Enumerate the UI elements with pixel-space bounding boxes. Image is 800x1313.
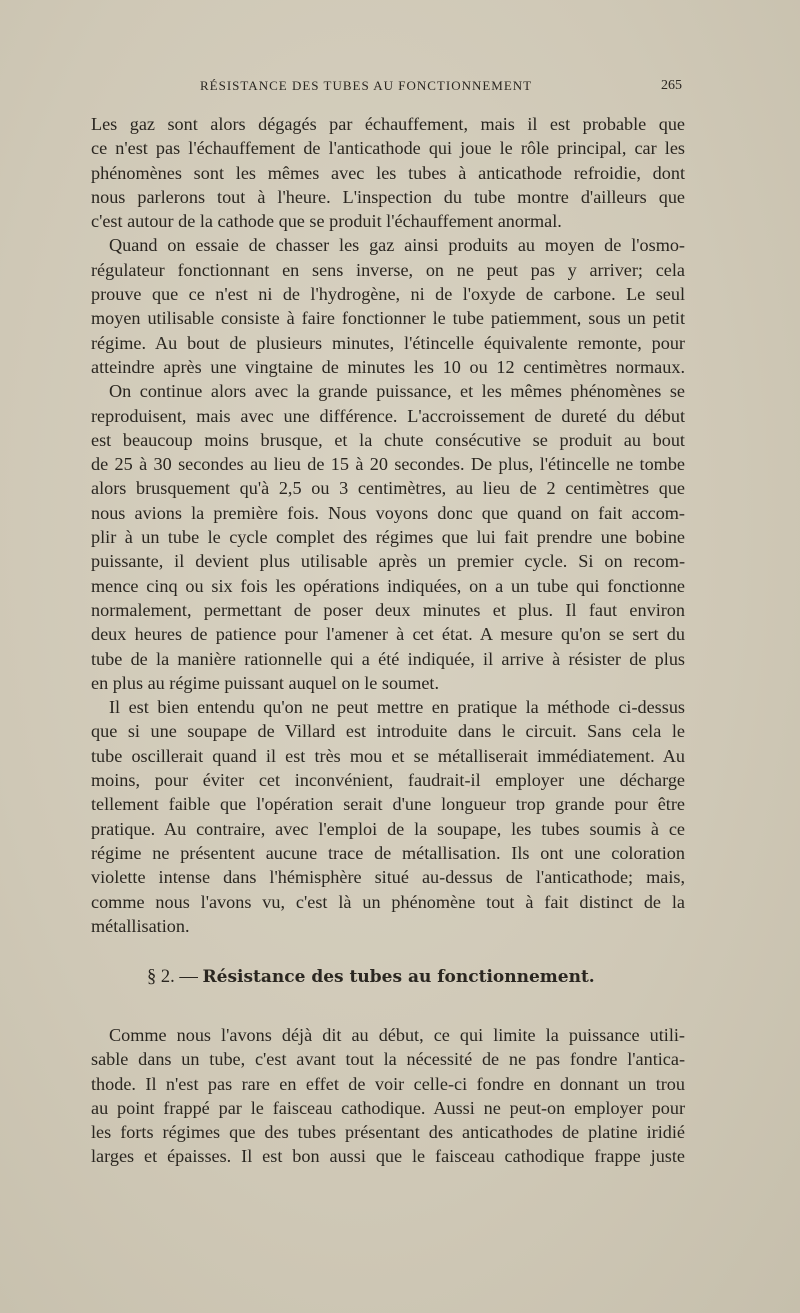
text-line: nous avions la première fois. Nous voyons donc que quand on fait accom- [91,502,685,523]
running-head [90,78,682,98]
text-line: deux heures de patience pour l'amener à cet état. A mesure qu'on se sert du [91,624,685,645]
text-line: en plus au régime puissant auquel on le soumet. [91,672,440,693]
text-line: tellement faible que l'opération serait d'une longueur trop grande pour être [91,794,685,815]
text-line: Il est bien entendu qu'on ne peut mettre en pratique la méthode ci-dessus [109,697,685,718]
paragraph [91,379,685,695]
body-text [91,112,685,938]
paragraph [91,233,685,379]
text-line: moins, pour éviter cet inconvénient, faudrait-il employer une décharge [91,770,685,791]
text-line: métallisation. [91,915,190,936]
running-title: RÉSISTANCE DES TUBES AU FONCTIONNEMENT [200,78,533,93]
text-line: mence cinq ou six fois les opérations indiquées, on a un tube qui fonctionne [91,575,685,596]
text-line: est beaucoup moins brusque, et la chute consécutive se produit au bout [91,429,685,450]
text-line: les forts régimes que des tubes présentant des anticathodes de platine iridié [91,1122,685,1143]
text-line: plir à un tube le cycle complet des régimes que lui fait prendre une bobine [91,527,685,548]
text-line: alors brusquement qu'à 2,5 ou 3 centimètres, au lieu de 2 centimètres que [91,478,685,499]
text-line: phénomènes sont les mêmes avec les tubes à anticathode refroidie, dont [91,162,685,183]
section-title: Résistance des tubes au fonctionnement. [202,967,595,987]
body-text-continued [91,1023,685,1169]
text-line: c'est autour de la cathode que se produit l'échauffement anormal. [91,211,562,232]
text-line: violette intense dans l'hémisphère situé au-dessus de l'anticathode; mais, [91,867,685,888]
text-line: régulateur fonctionnant en sens inverse, on ne peut pas y arriver; cela [91,259,685,280]
text-line: tube de la manière rationnelle qui a été indiquée, il arrive à résister de plus [91,648,685,669]
page-number: 265 [661,78,682,93]
paragraph [91,695,685,938]
text-line: prouve que ce n'est ni de l'hydrogène, ni de l'oxyde de carbone. Le seul [91,284,685,305]
text-line: Comme nous l'avons déjà dit au début, ce qui limite la puissance utili- [109,1025,685,1045]
text-line: thode. Il n'est pas rare en effet de voir celle-ci fondre en donnant un trou [91,1073,685,1094]
text-line: régime ne présentent aucune trace de métallisation. Ils ont une coloration [91,842,685,863]
text-line: comme nous l'avons vu, c'est là un phénomène tout à fait distinct de la [91,891,685,912]
text-line: moyen utilisable consiste à faire fonctionner le tube patiemment, sous un petit [91,308,685,329]
text-line: que si une soupape de Villard est introduite dans le circuit. Sans cela le [91,721,685,742]
text-line: Les gaz sont alors dégagés par échauffement, mais il est probable que [91,114,685,134]
text-line: sable dans un tube, c'est avant tout la nécessité de ne pas fondre l'antica- [91,1049,685,1070]
text-line: Quand on essaie de chasser les gaz ainsi produits au moyen de l'osmo- [109,235,685,256]
text-line: ce n'est pas l'échauffement de l'anticathode qui joue le rôle principal, car les [91,138,685,159]
text-line: On continue alors avec la grande puissance, et les mêmes phénomènes se [109,381,685,402]
text-line: larges et épaisses. Il est bon aussi que le faisceau cathodique frappe juste [91,1146,685,1167]
text-line: atteindre après une vingtaine de minutes les 10 ou 12 centimètres normaux. [91,356,685,377]
text-line: nous parlerons tout à l'heure. L'inspection du tube montre d'ailleurs que [91,186,685,207]
paragraph [91,112,685,233]
text-line: puissante, il devient plus utilisable après un premier cycle. Si on recom- [91,551,685,572]
text-line: de 25 à 30 secondes au lieu de 15 à 20 secondes. De plus, l'étincelle ne tombe [91,454,685,475]
text-line: au point frappé par le faisceau cathodique. Aussi ne peut-on employer pour [91,1097,685,1118]
text-line: normalement, permettant de poser deux minutes et plus. Il faut environ [91,599,685,620]
text-line: pratique. Au contraire, avec l'emploi de la soupape, les tubes soumis à ce [91,818,685,839]
text-line: tube oscillerait quand il est très mou et se métalliserait immédiatement. Au [91,745,685,766]
text-line: reproduisent, mais avec une différence. L'accroissement de dureté du début [91,405,685,426]
paragraph [91,1023,685,1169]
text-line: régime. Au bout de plusieurs minutes, l'étincelle équivalente remonte, pour [91,332,685,353]
section-number: § 2. — [147,967,198,987]
section-heading [147,967,647,988]
